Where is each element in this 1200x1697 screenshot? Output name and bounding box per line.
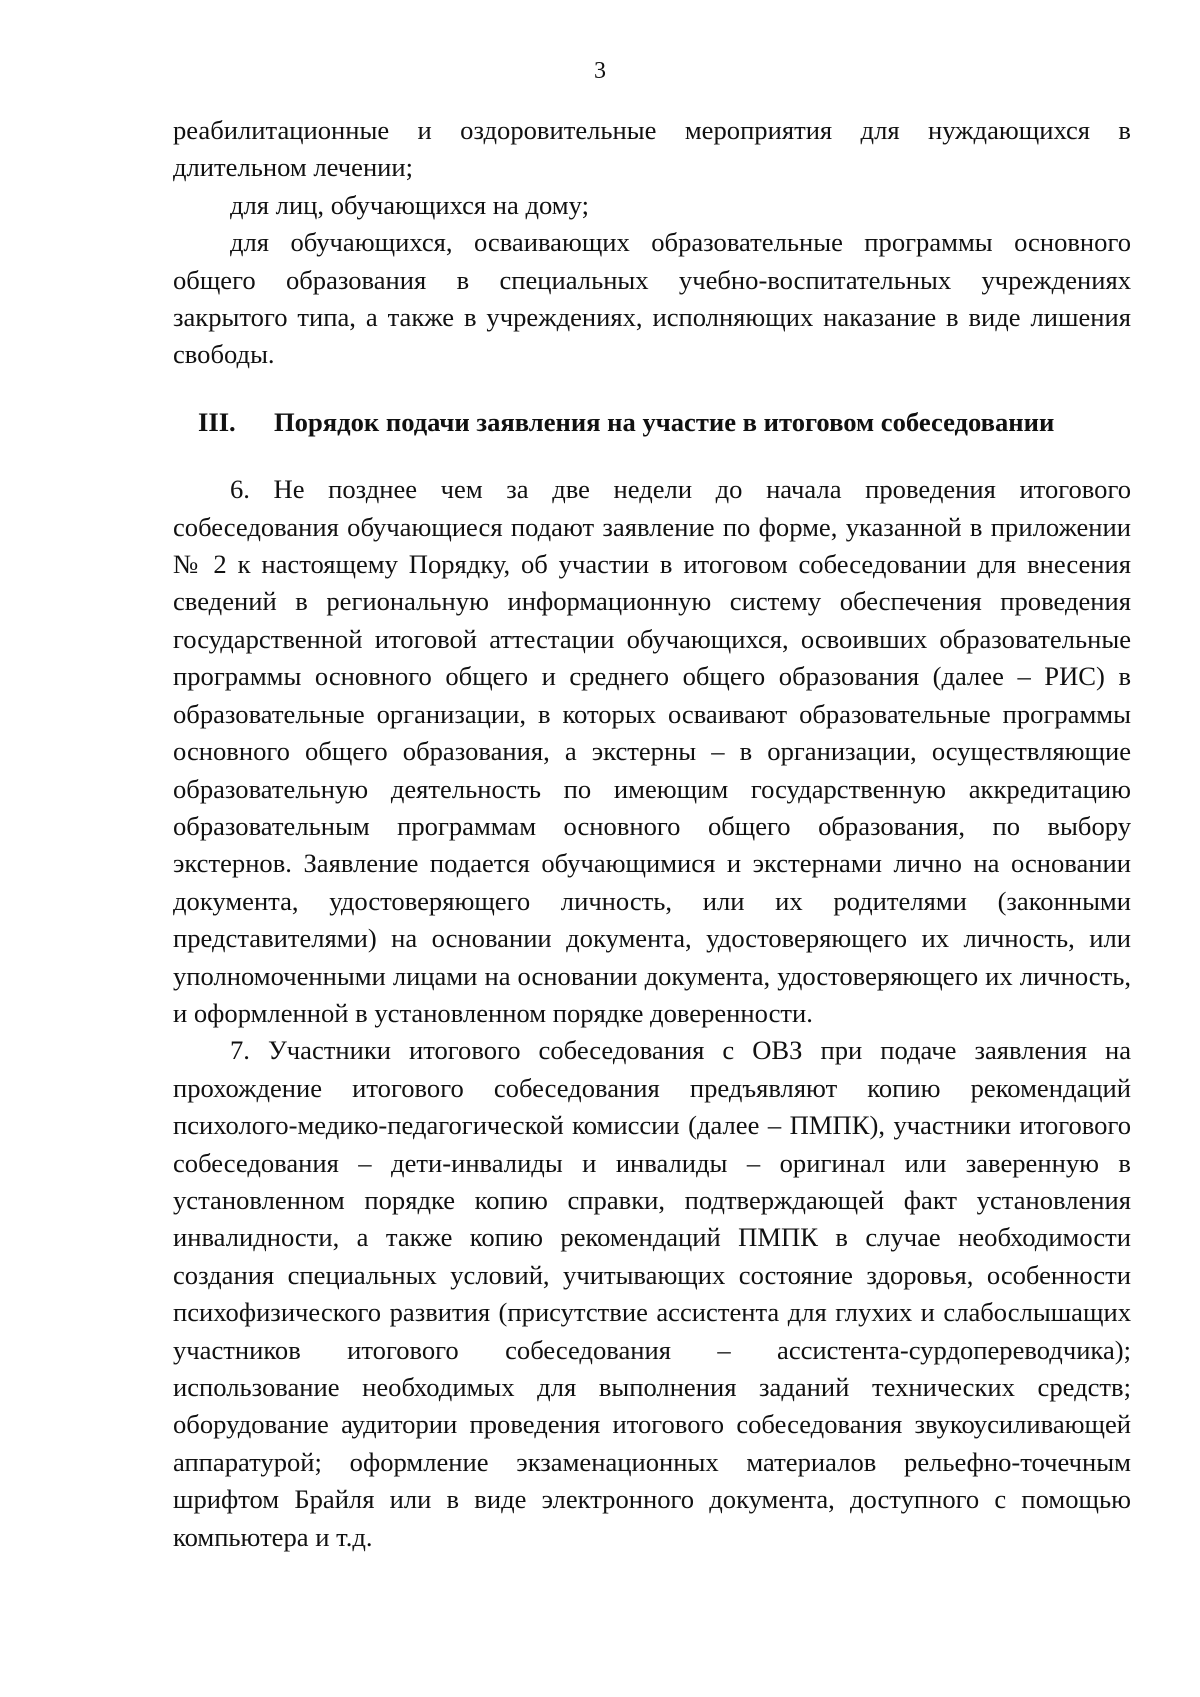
paragraph-closed-institutions: для обучающихся, осваивающих образовательные программы основного общего образования в специальных учебно-воспитательных учреждениях закрытого типа, а также в учреждениях, исполняющих наказание в виде лишения свободы. <box>173 227 1131 370</box>
page-number: 3 <box>594 58 606 84</box>
section-number: III. <box>198 406 236 437</box>
paragraph-item-7: 7. Участники итогового собеседования с ОВЗ при подаче заявления на прохождение итогового собеседования предъявляют копию рекомендаций психолого-медико-педагогической комиссии (далее – ПМПК), участники итогового собеседования – дети-инвалиды и инвалиды – оригинал или заверенную в установленном порядке копию справки, подтверждающей факт установления инвалидности, а также копию рекомендаций ПМПК в случае необходимости создания специальных условий, учитывающих состояние здоровья, особенности психофизического развития (присутствие ассистента для глухих и слабослышащих участников итогового собеседования – ассистента-сурдопереводчика); использование необходимых для выполнения заданий технических средств; оборудование аудитории проведения итогового собеседования звукоусиливающей аппаратурой; оформление экзаменационных материалов рельефно-точечным шрифтом Брайля или в виде электронного документа, доступного с помощью компьютера и т.д. <box>173 1035 1131 1552</box>
paragraph-continuation: реабилитационные и оздоровительные мероприятия для нуждающихся в длительном лечении; <box>173 115 1131 183</box>
document-body <box>173 112 1131 1556</box>
section-heading <box>173 404 1131 441</box>
section-title: Порядок подачи заявления на участие в итоговом собеседовании <box>274 406 1055 437</box>
paragraph-item-6: 6. Не позднее чем за две недели до начала проведения итогового собеседования обучающиеся подают заявление по форме, указанной в приложении № 2 к настоящему Порядку, об участии в итоговом собеседовании для внесения сведений в региональную информационную систему обеспечения проведения государственной итоговой аттестации обучающихся, освоивших образовательные программы основного общего и среднего общего образования (далее – РИС) в образовательные организации, в которых осваивают образовательные программы основного общего образования, а экстерны – в организации, осуществляющие образовательную деятельность по имеющим государственную аккредитацию образовательным программам основного общего образования, по выбору экстернов. Заявление подается обучающимися и экстернами лично на основании документа, удостоверяющего личность, или их родителями (законными представителями) на основании документа, удостоверяющего их личность, или уполномоченными лицами на основании документа, удостоверяющего их личность, и оформленной в установленном порядке доверенности. <box>173 474 1131 1028</box>
paragraph-home-learners: для лиц, обучающихся на дому; <box>230 189 589 220</box>
